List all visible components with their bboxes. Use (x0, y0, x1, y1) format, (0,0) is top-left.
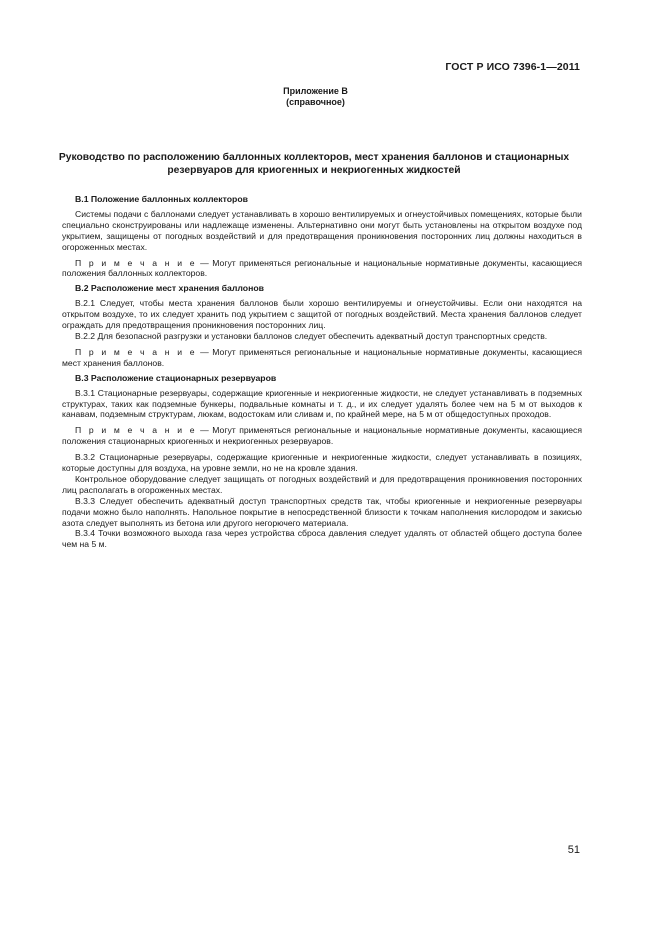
document-title: Руководство по расположению баллонных коллекторов, мест хранения баллонов и стационарных резервуаров для криогенных и некриогенных жидкостей (58, 152, 570, 176)
paragraph: В.3.4 Точки возможного выхода газа через устройства сброса давления следует удалять от областей общего доступа более чем на 5 м. (62, 528, 582, 550)
note-label: П р и м е ч а н и е (75, 346, 197, 357)
section-heading: В.3 Расположение стационарных резервуаров (75, 372, 277, 383)
section-heading: В.2 Расположение мест хранения баллонов (75, 283, 265, 294)
annex-heading (0, 86, 631, 108)
paragraph: В.2.1 Следует, чтобы места хранения баллонов были хорошо вентилируемы и огнеустойчивы. Если они находятся на открытом воздухе, то их следует хранить под укрытием с защитой от погодных воздействий. Места хранения баллонов следует ограждать для предотвращения проникновения посторонних лиц. (62, 298, 582, 331)
section-heading: В.1 Положение баллонных коллекторов (75, 194, 248, 204)
paragraph: В.3.3 Следует обеспечить адекватный доступ транспортных средств так, чтобы криогенные и некриогенные резервуары подачи можно было наполнять. Напольное покрытие в непосредственной близости к точкам наполнения кислородом и закисью азота следует выполнять из бетона или другого негорючего материала. (62, 495, 582, 528)
paragraph: В.2.2 Для безопасной разгрузки и установки баллонов следует обеспечить адекватный доступ транспортных средств. (75, 330, 548, 341)
note-text: — Могут применяться региональные и национальные нормативные документы, касающиеся положения баллонных коллекторов. (62, 257, 583, 279)
paragraph: Контрольное оборудование следует защищать от погодных воздействий и для предотвращения проникновения посторонних лиц располагать в огороженных местах. (62, 473, 582, 495)
paragraph: В.3.2 Стационарные резервуары, содержащие криогенные и некриогенные жидкости, следует устанавливать в позициях, которые доступны для воздуха, на уровне земли, но не на кровле здания. (62, 452, 582, 474)
page-number: 51 (567, 844, 580, 856)
document-body (62, 194, 582, 550)
paragraph: Системы подачи с баллонами следует устанавливать в хорошо вентилируемых и огнеустойчивых помещениях, которые были специально сконструированы или надлежаще изменены. Альтернативно они могут быть установлены на открытом воздухе под укрытием, защищены от погодных воздействий и для предотвращения проникновения посторонних лиц должны находиться в огороженных местах. (62, 208, 582, 252)
note (62, 258, 582, 280)
annex-status: (справочное) (286, 97, 345, 107)
note-label: П р и м е ч а н и е (75, 425, 197, 436)
standard-code: ГОСТ Р ИСО 7396-1—2011 (445, 61, 580, 73)
note (62, 425, 582, 447)
note-text: — Могут применяться региональные и национальные нормативные документы, касающиеся положения стационарных криогенных и некриогенных резервуаров. (62, 425, 583, 447)
paragraph: В.3.1 Стационарные резервуары, содержащие криогенные и некриогенные жидкости, не следует устанавливать в подземных структурах, таких как подземные бункеры, подвальные комнаты и т. д., и их следует удалять более чем на 5 м от выходов к канавам, подземным структурам, люкам, водостокам или сливам и, по крайней мере, на 5 м от общедоступных проходов. (62, 387, 582, 420)
note (62, 347, 582, 369)
note-label: П р и м е ч а н и е (75, 257, 197, 268)
note-text: — Могут применяться региональные и национальные нормативные документы, касающиеся мест хранения баллонов. (62, 346, 583, 368)
annex-title: Приложение В (283, 86, 348, 96)
